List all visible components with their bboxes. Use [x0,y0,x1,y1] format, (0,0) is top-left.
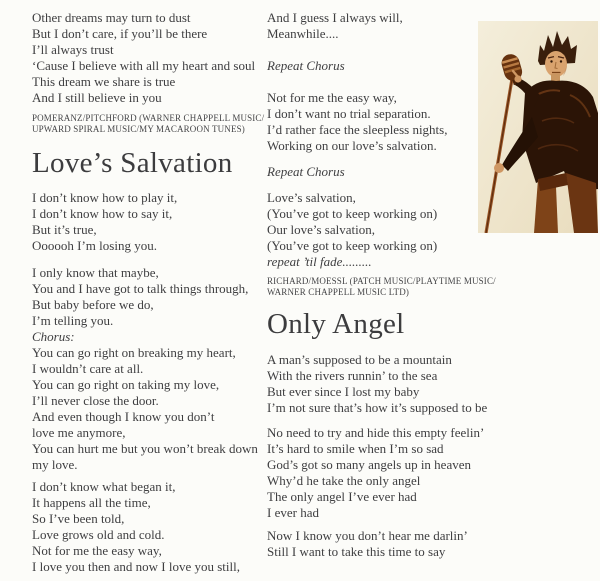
text-line: It’s hard to smile when I’m so sad [267,441,444,456]
text-line: I’d rather face the sleepless nights, [267,122,448,137]
stanza-verse1 [32,190,264,254]
text-line: This dream we share is true [32,74,176,89]
artist-photo [478,21,598,233]
text-line: You and I have got to talk things through, [32,281,249,296]
stanza-still-believe [32,10,264,106]
text-line: Not for me the easy way, [32,543,162,558]
text-line: I’m telling you. [32,313,114,328]
text-line: (You’ve got to keep working on) [267,206,438,221]
text-line: my love. [32,457,78,472]
text-line: RICHARD/MOESSL (PATCH MUSIC/PLAYTIME MUSIC/ [267,276,496,286]
text-line: I ever had [267,505,319,520]
text-line: love me anymore, [32,425,126,440]
stanza-angel-verse2 [267,425,483,521]
text-line: I wouldn’t care at all. [32,361,144,376]
text-line: I don’t want no trial separation. [267,106,431,121]
text-line: Our love’s salvation, [267,222,375,237]
text-line: I don’t know how to say it, [32,206,173,221]
text-line: I don’t know what began it, [32,479,176,494]
chorus-label: Chorus: [32,329,75,344]
text-line: But ever since I lost my baby [267,384,420,399]
text-line: I’ll never close the door. [32,393,159,408]
text-line: You can go right on breaking my heart, [32,345,236,360]
text-line: WARNER CHAPPELL MUSIC LTD) [267,287,409,297]
text-line: Oooooh I’m losing you. [32,238,157,253]
text-line: Other dreams may turn to dust [32,10,191,25]
text-line: With the rivers runnin’ to the sea [267,368,438,383]
lyrics-column-right [267,0,496,560]
text-line: I’ll always trust [32,42,114,57]
text-line: You can go right on taking my love, [32,377,220,392]
artist-photo-illustration [478,21,598,233]
stanza-chorus [32,345,264,473]
stanza-verse2 [32,265,264,329]
text-line: But I don’t care, if you’ll be there [32,26,208,41]
text-line: It happens all the time, [32,495,151,510]
repeat-chorus-note-1: Repeat Chorus [267,58,345,73]
stanza-angel-verse1 [267,352,488,416]
stanza-verse4 [267,90,483,154]
stanza-verse3 [32,479,264,575]
text-line: Not for me the easy way, [267,90,397,105]
text-line: UPWARD SPIRAL MUSIC/MY MACAROON TUNES) [32,124,245,134]
text-line: And I still believe in you [32,90,162,105]
text-line: I only know that maybe, [32,265,159,280]
text-line: I love you then and now I love you still, [32,559,240,574]
text-line: Meanwhile.... [267,26,339,41]
credits-loves-salvation [267,276,496,298]
text-line: But it’s true, [32,222,97,237]
fade-note: repeat ’til fade......... [267,254,372,269]
stanza-angel-verse3 [267,528,483,560]
song-title-loves-salvation: Love’s Salvation [32,147,233,179]
text-line: A man’s supposed to be a mountain [267,352,452,367]
text-line: You can hurt me but you won’t break down [32,441,258,456]
credits-still-believe [32,113,264,135]
text-line: So I’ve been told, [32,511,125,526]
text-line: POMERANZ/PITCHFORD (WARNER CHAPPELL MUSIC/ [32,113,265,123]
text-line: The only angel I’ve ever had [267,489,417,504]
text-line: And even though I know you don’t [32,409,215,424]
text-line: But baby before we do, [32,297,154,312]
text-line: Working on our love’s salvation. [267,138,437,153]
text-line: No need to try and hide this empty feelin’ [267,425,485,440]
lyrics-column-left [32,0,264,575]
stanza-outro [267,190,483,254]
text-line: Why’d he take the only angel [267,473,421,488]
text-line: Love’s salvation, [267,190,356,205]
song-title-only-angel: Only Angel [267,308,405,340]
text-line: ‘Cause I believe with all my heart and soul [32,58,256,73]
text-line: Now I know you don’t hear me darlin’ [267,528,468,543]
text-line: I don’t know how to play it, [32,190,178,205]
text-line: I’m not sure that’s how it’s supposed to be [267,400,488,415]
stanza-verse3-cont [267,10,483,42]
text-line: God’s got so many angels up in heaven [267,457,471,472]
repeat-chorus-note-2: Repeat Chorus [267,164,345,179]
text-line: Love grows old and cold. [32,527,165,542]
text-line: (You’ve got to keep working on) [267,238,438,253]
text-line: And I guess I always will, [267,10,403,25]
text-line: Still I want to take this time to say [267,544,446,559]
